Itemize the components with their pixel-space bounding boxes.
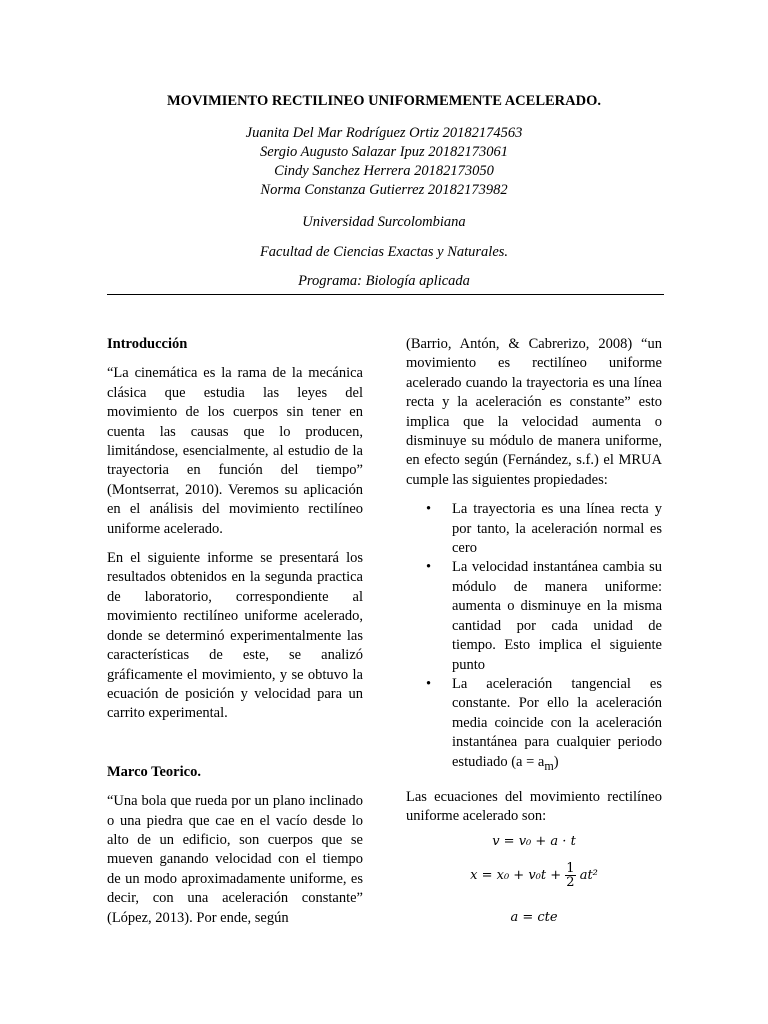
closing-paren: ) [553, 753, 559, 770]
left-column [107, 335, 363, 928]
program: Programa: Biología aplicada [298, 273, 470, 289]
author: Norma Constanza Gutierrez 20182173982 [260, 182, 508, 198]
right-column [406, 335, 662, 827]
right-paragraph-2: Las ecuaciones del movimiento rectilíneo uniforme acelerado son: [406, 788, 662, 825]
bullet-icon: • [426, 559, 432, 576]
fraction-denominator: 2 [566, 875, 575, 890]
author: Sergio Augusto Salazar Ipuz 20182173061 [259, 144, 509, 160]
author: Juanita Del Mar Rodríguez Ortiz 20182174563 [245, 125, 523, 141]
intro-paragraph-1: “La cinemática es la rama de la mecánica clásica que estudia las leyes del movimiento de los cuerpos sin tener en cuenta las causas que lo producen, limitándose, esencialmente, al estudio de la trayectoria en función del tiempo” (Montserrat, 2010). Veremos su aplicación en el análisis del movimiento rectilíneo uniforme acelerado. [107, 365, 363, 537]
fraction-numerator: 1 [566, 861, 575, 876]
section-heading-marco-teorico: Marco Teorico. [107, 763, 201, 780]
equation-acceleration: a = cte [510, 910, 558, 925]
fraction [565, 862, 575, 889]
intro-paragraph-2: En el siguiente informe se presentará los resultados obtenidos en la segunda practica de laboratorio, correspondiente al movimiento rectilíneo uniforme acelerado, donde se determinó experimentalmente las características de este, se analizó gráficamente el movimiento, y se obtuvo la ecuación de posición y velocidad para un carrito experimental. [107, 550, 363, 722]
properties-list [406, 500, 662, 776]
section-heading-introduccion: Introducción [107, 336, 188, 352]
university: Universidad Surcolombiana [302, 214, 466, 230]
faculty: Facultad de Ciencias Exactas y Naturales. [259, 244, 509, 260]
list-item-text: La velocidad instantánea cambia su módulo de manera uniforme: aumenta o disminuye en la misma cantidad por cada unidad de tiempo. Esto implica el siguiente punto [452, 559, 662, 673]
list-item [406, 558, 662, 674]
equation-position [406, 862, 662, 889]
equation-position-right: at² [579, 868, 598, 883]
list-item [406, 500, 662, 558]
list-item-text: La trayectoria es una línea recta y por tanto, la aceleración normal es cero [452, 501, 662, 557]
list-item-text: La aceleración tangencial es constante. Por ello la aceleración media coincide con la aceleración instantánea para cualquier periodo estudiado (a = a [452, 675, 662, 770]
author: Cindy Sanchez Herrera 20182173050 [274, 163, 494, 179]
author-list [0, 124, 768, 200]
subscript: m [544, 758, 554, 773]
bullet-icon: • [426, 501, 432, 518]
bullet-icon: • [426, 675, 432, 692]
document-title: MOVIMIENTO RECTILINEO UNIFORMEMENTE ACELERADO. [167, 93, 601, 109]
header-divider [107, 294, 664, 295]
list-item [406, 675, 662, 776]
right-paragraph-1: (Barrio, Antón, & Cabrerizo, 2008) “un movimiento es rectilíneo uniforme acelerado cuando la trayectoria es una línea recta y la aceleración es constante” esto implica que la velocidad aumenta o disminuye su módulo de manera uniforme, en efecto según (Fernández, s.f.) el MRUA cumple las siguientes propiedades: [406, 336, 662, 488]
equation-velocity: v = v₀ + a · t [492, 834, 576, 849]
marco-paragraph-1: “Una bola que rueda por un plano inclinado o una piedra que cae en el vacío desde lo alto de un edificio, son cuerpos que se mueven ganando velocidad con el tiempo de un modo aproximadamente uniforme, es decir, con una aceleración constante” (López, 2013). Por ende, según [107, 793, 363, 926]
equation-position-left: x = x₀ + v₀t + [470, 868, 562, 883]
